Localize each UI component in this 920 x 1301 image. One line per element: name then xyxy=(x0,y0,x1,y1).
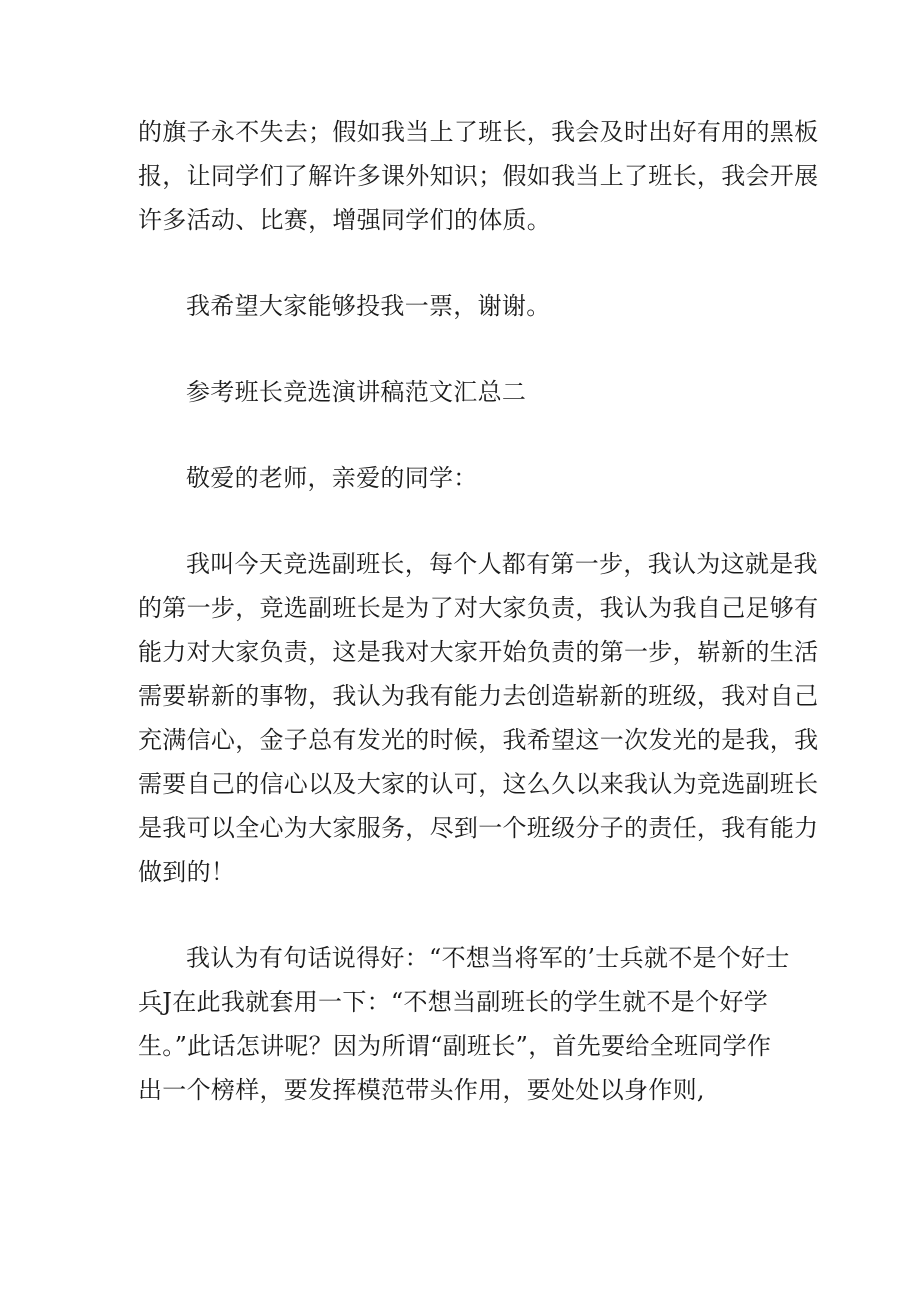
text-line: 我认为有句话说得好：“不想当将军的’士兵就不是个好士 xyxy=(186,944,790,972)
text-line: 报，让同学们了解许多课外知识；假如我当上了班长，我会开展 xyxy=(138,162,819,190)
text-line: 兵J在此我就套用一下：“不想当副班长的学生就不是个好学 xyxy=(138,988,768,1016)
text-line: 的第一步，竞选副班长是为了对大家负责，我认为我自己足够有 xyxy=(138,594,819,622)
text-line: 许多活动、比赛，增强同学们的体质。 xyxy=(138,206,552,234)
section-heading: 参考班长竞选演讲稿范文汇总二 xyxy=(186,378,527,406)
text-line: 我希望大家能够投我一票，谢谢。 xyxy=(186,292,551,320)
text-line: 出一个榜样，要发挥模范带头作用，要处处以身作则, xyxy=(138,1076,705,1104)
text-line: 我叫今天竞选副班长，每个人都有第一步，我认为这就是我 xyxy=(186,550,818,578)
text-line: 充满信心，金子总有发光的时候，我希望这一次发光的是我，我 xyxy=(138,726,819,754)
text-line: 能力对大家负责，这是我对大家开始负责的第一步，崭新的生活 xyxy=(138,638,819,666)
text-line: 需要自己的信心以及大家的认可，这么久以来我认为竞选副班长 xyxy=(138,770,819,798)
text-line: 需要崭新的事物，我认为我有能力去创造崭新的班级，我对自己 xyxy=(138,682,819,710)
text-line: 是我可以全心为大家服务，尽到一个班级分子的责任，我有能力 xyxy=(138,814,819,842)
text-line: 的旗子永不失去；假如我当上了班长，我会及时出好有用的黑板 xyxy=(138,118,819,146)
text-line: 生。”此话怎讲呢？因为所谓“副班长”，首先要给全班同学作 xyxy=(138,1032,772,1060)
salutation: 敬爱的老师，亲爱的同学： xyxy=(186,464,478,492)
text-line: 做到的！ xyxy=(138,858,236,886)
